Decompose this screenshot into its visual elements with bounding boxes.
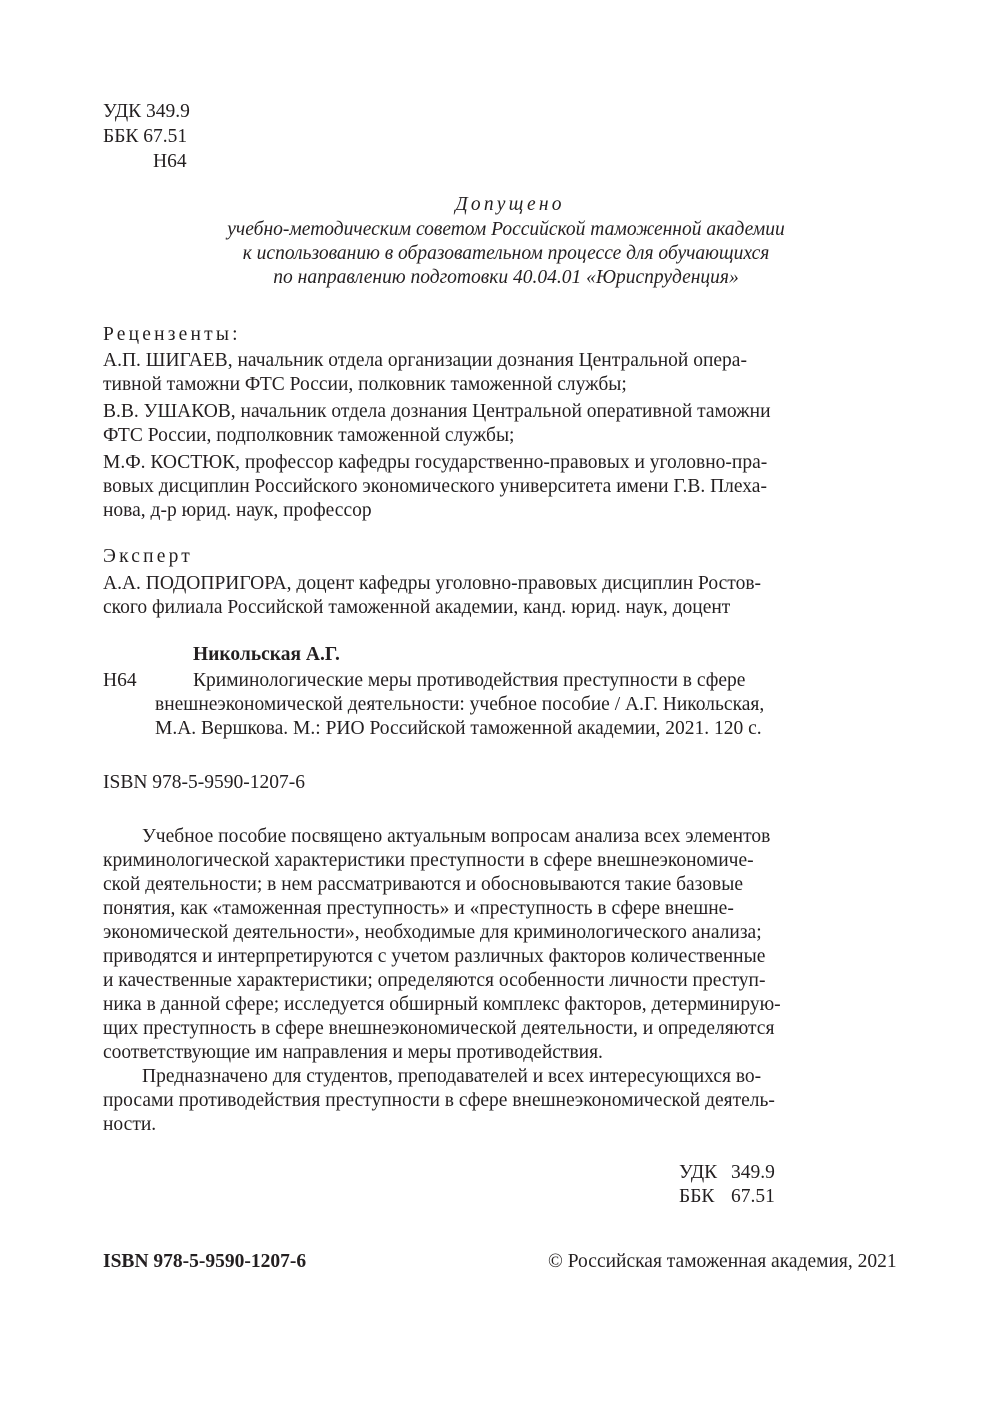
reviewer-line: нова, д-р юрид. наук, профессор	[103, 500, 372, 521]
annotation-line: соответствующие им направления и меры противодействия.	[103, 1042, 603, 1063]
reviewer-line: тивной таможни ФТС России, полковник таможенной службы;	[103, 374, 627, 395]
bottom-udk-value: 349.9	[731, 1162, 775, 1183]
annotation-line: Предназначено для студентов, преподавателей и всех интересующихся во-	[142, 1066, 762, 1087]
reviewer-line: вовых дисциплин Российского экономического университета имени Г.В. Плеха-	[103, 476, 767, 497]
reviewer-line: ФТС России, подполковник таможенной службы;	[103, 425, 515, 446]
bbk-code: ББК 67.51	[103, 126, 188, 147]
footer-copyright: © Российская таможенная академия, 2021	[548, 1251, 897, 1272]
annotation-line: просами противодействия преступности в сфере внешнеэкономической деятель-	[103, 1090, 775, 1111]
isbn: ISBN 978-5-9590-1207-6	[103, 772, 306, 793]
expert-line: ского филиала Российской таможенной академии, канд. юрид. наук, доцент	[103, 597, 731, 618]
approval-line: к использованию в образовательном процессе для обучающихся	[242, 243, 770, 264]
annotation-line: приводятся и интерпретируются с учетом различных факторов количественные	[103, 946, 766, 967]
reviewer-line: М.Ф. КОСТЮК, профессор кафедры государственно-правовых и уголовно-пра-	[103, 452, 768, 473]
reviewer-line: А.П. ШИГАЕВ, начальник отдела организации дознания Центральной опера-	[103, 350, 747, 371]
bibliographic-line: М.А. Вершкова. М.: РИО Российской таможенной академии, 2021. 120 с.	[155, 718, 762, 739]
bibliographic-author: Никольская А.Г.	[193, 644, 340, 665]
approval-line: по направлению подготовки 40.04.01 «Юриспруденция»	[273, 267, 739, 288]
reviewers-heading: Рецензенты:	[103, 324, 241, 345]
approval-line: учебно-методическим советом Российской таможенной академии	[227, 219, 785, 240]
annotation-line: щих преступность в сфере внешнеэкономической деятельности, и определяются	[103, 1018, 775, 1039]
bottom-bbk-label: ББК	[679, 1186, 715, 1207]
annotation-line: криминологической характеристики преступности в сфере внешнеэкономиче-	[103, 850, 754, 871]
bibliographic-sign: Н64	[103, 670, 137, 691]
bibliographic-line: Криминологические меры противодействия преступности в сфере	[193, 670, 746, 691]
reviewer-line: В.В. УШАКОВ, начальник отдела дознания Центральной оперативной таможни	[103, 401, 771, 422]
annotation-line: Учебное пособие посвящено актуальным вопросам анализа всех элементов	[142, 826, 771, 847]
udk-code: УДК 349.9	[103, 101, 190, 122]
bottom-bbk-value: 67.51	[731, 1186, 775, 1207]
expert-line: А.А. ПОДОПРИГОРА, доцент кафедры уголовно-правовых дисциплин Ростов-	[103, 573, 762, 594]
bottom-udk-label: УДК	[679, 1162, 718, 1183]
annotation-line: и качественные характеристики; определяются особенности личности преступ-	[103, 970, 766, 991]
author-sign: Н64	[153, 151, 187, 172]
approval-heading: Допущено	[455, 194, 565, 215]
footer-isbn: ISBN 978-5-9590-1207-6	[103, 1251, 307, 1272]
annotation-line: ской деятельности; в нем рассматриваются и обосновываются такие базовые	[103, 874, 743, 895]
annotation-line: экономической деятельности», необходимые для криминологического анализа;	[103, 922, 762, 943]
annotation-line: понятия, как «таможенная преступность» и «преступность в сфере внешне-	[103, 898, 734, 919]
annotation-line: ности.	[103, 1114, 157, 1135]
annotation-line: ника в данной сфере; исследуется обширный комплекс факторов, детерминирую-	[103, 994, 781, 1015]
bibliographic-line: внешнеэкономической деятельности: учебное пособие / А.Г. Никольская,	[155, 694, 765, 715]
expert-heading: Эксперт	[103, 546, 194, 567]
